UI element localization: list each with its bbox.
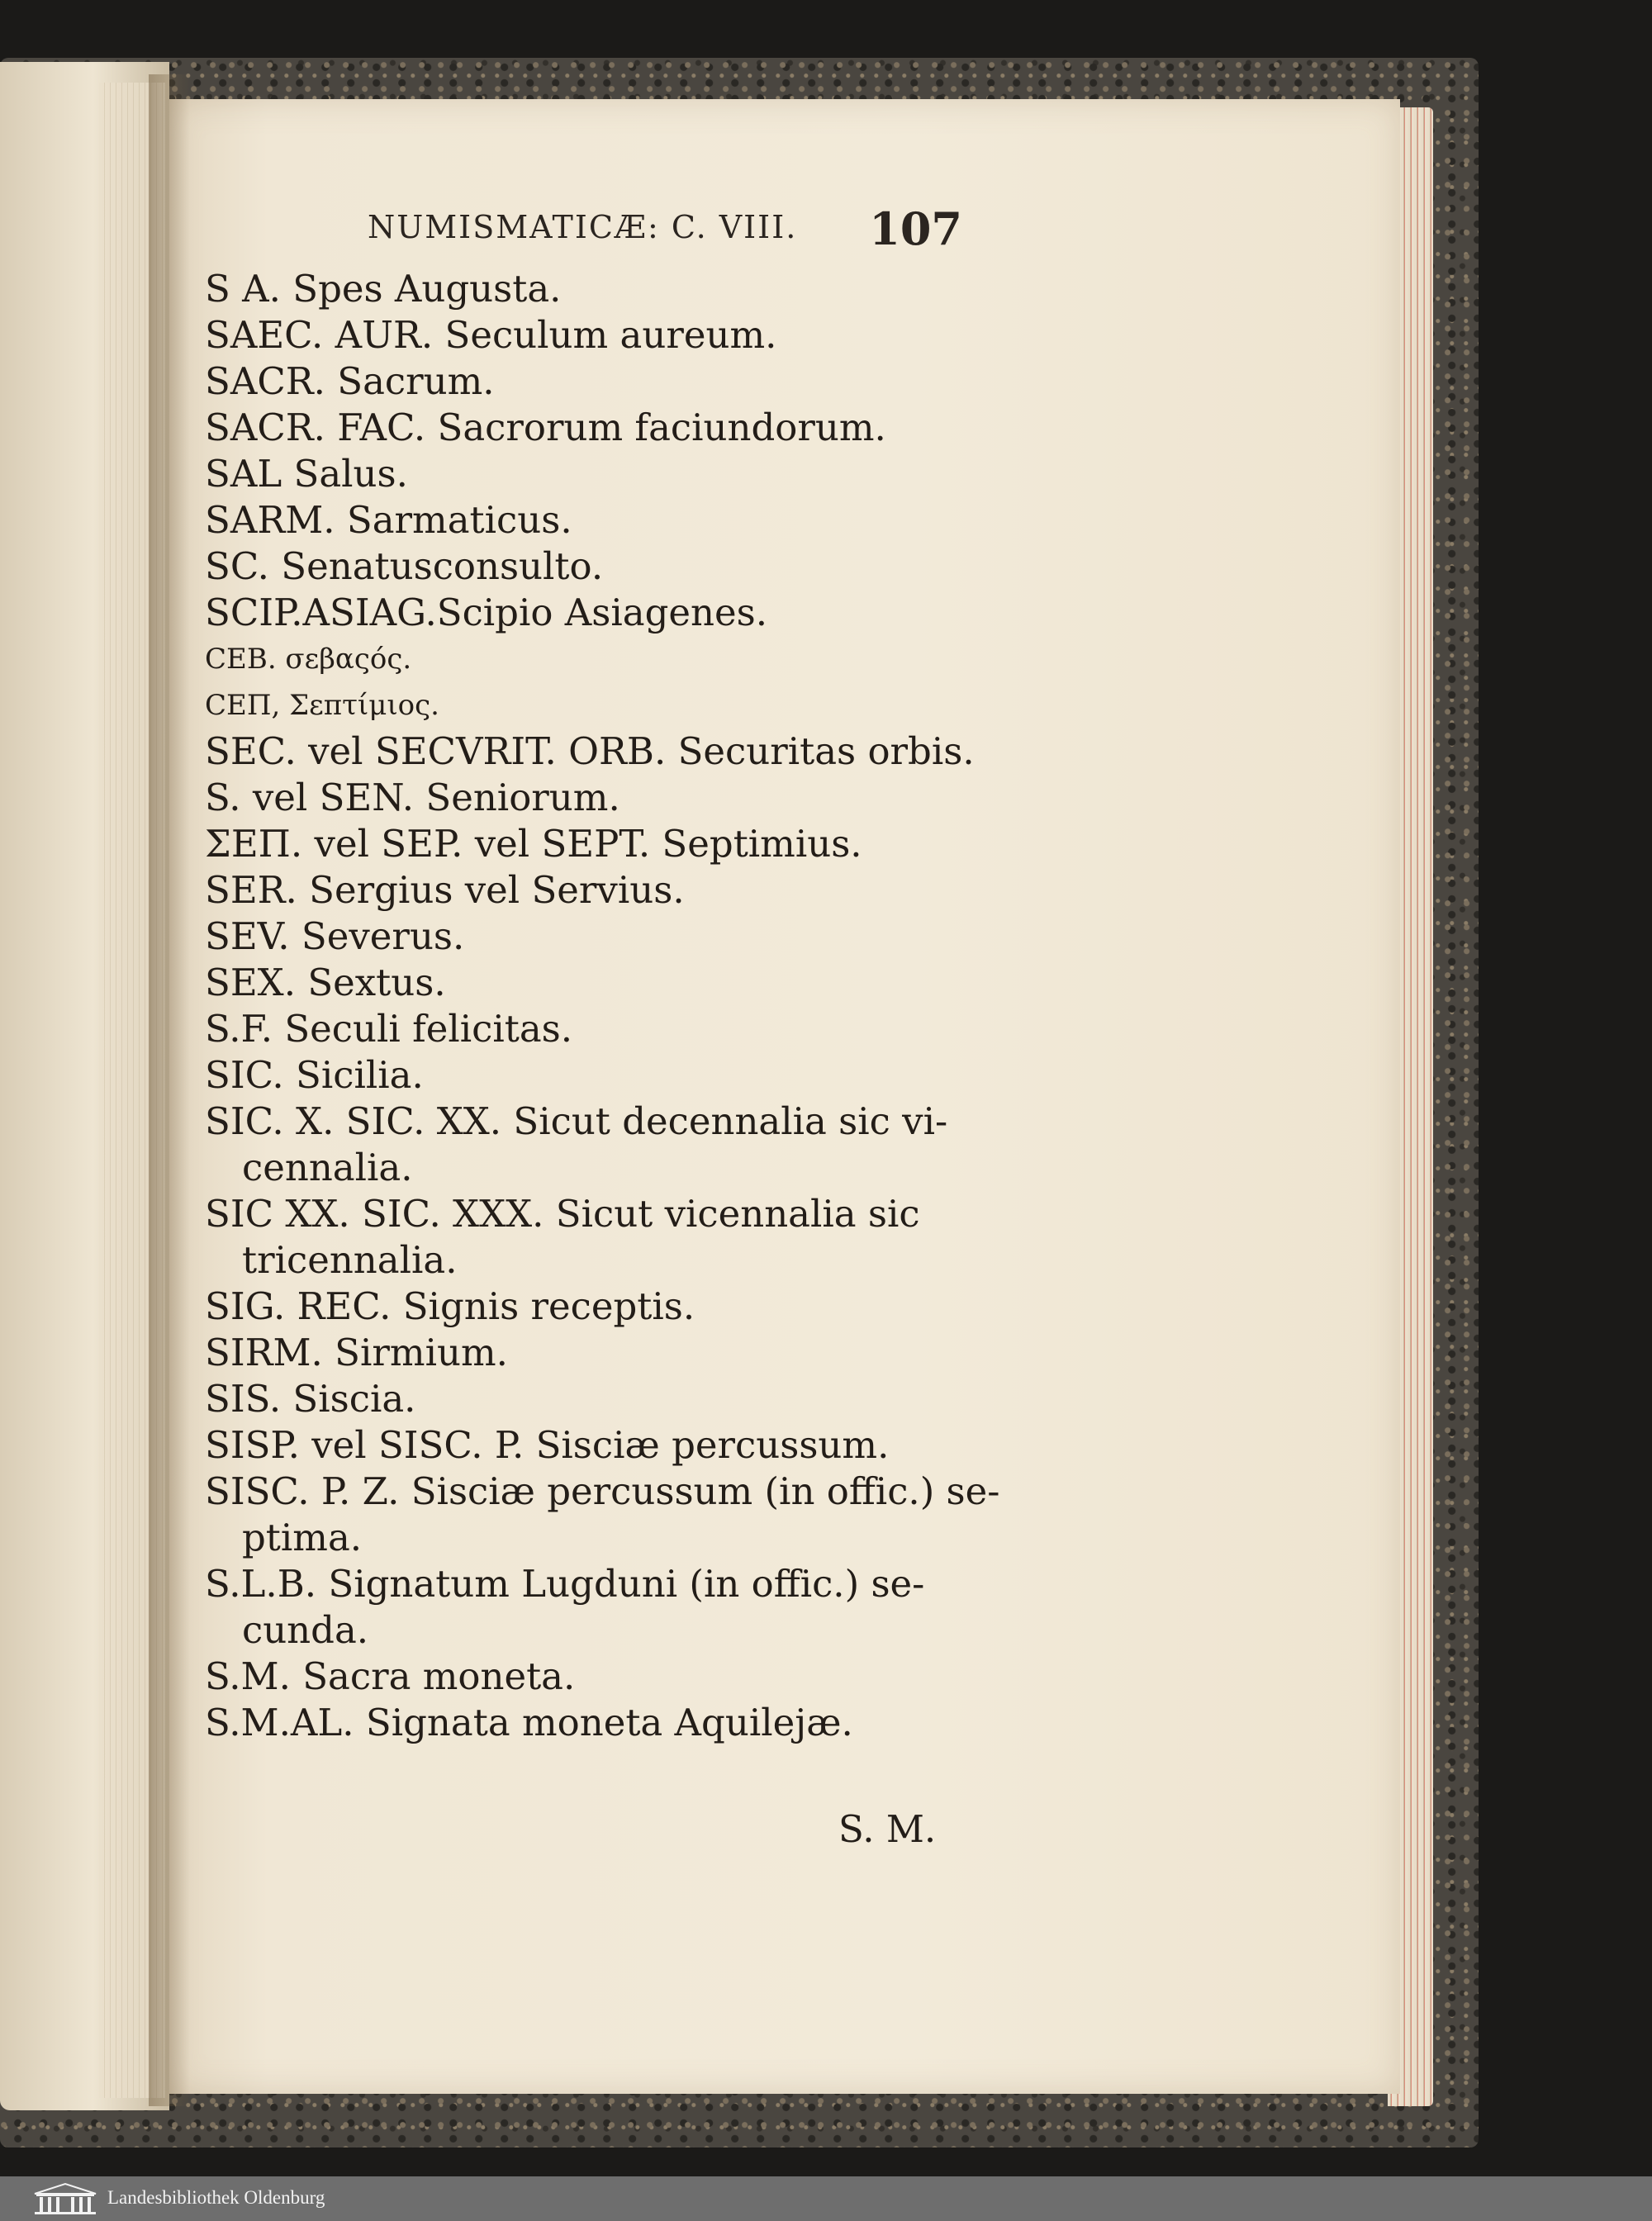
entry [205, 960, 990, 1006]
running-title: NUMISMATICÆ: C. VIII. [368, 209, 798, 245]
entry [205, 1006, 990, 1052]
entry [205, 1284, 990, 1330]
entry-text: SISC. P. Z. Sisciæ percussum (in offic.) se- [205, 1469, 1000, 1513]
entry [205, 497, 990, 543]
entry-text: SIRM. Sirmium. [205, 1331, 508, 1374]
entry-text: SACR. FAC. Sacrorum faciundorum. [205, 406, 886, 449]
entry-text: SIS. Siscia. [205, 1377, 416, 1421]
entry-text: CEB. σεβαςός. [205, 643, 412, 676]
entry [205, 543, 990, 590]
library-building-icon [33, 2182, 97, 2215]
entry-text: SIG. REC. Signis receptis. [205, 1284, 695, 1328]
entry [205, 1654, 990, 1700]
entry-continuation: tricennalia. [242, 1238, 458, 1282]
entry [205, 405, 990, 451]
catchword: S. M. [838, 1807, 937, 1851]
entry-text: S.M. Sacra moneta. [205, 1654, 576, 1698]
library-footer [0, 2176, 1652, 2221]
entry [205, 1191, 990, 1284]
entry-text: SARM. Sarmaticus. [205, 498, 572, 542]
entry [205, 1469, 1000, 1561]
entry-text: SIC. Sicilia. [205, 1053, 424, 1097]
entry-text: SEX. Sextus. [205, 961, 446, 1004]
library-name: Landesbibliothek Oldenburg [107, 2187, 325, 2208]
entry [205, 1422, 990, 1469]
entry [205, 1330, 990, 1376]
entry-text: SEV. Severus. [205, 914, 465, 958]
entry-continuation: cennalia. [242, 1146, 413, 1189]
entry-text: S A. Spes Augusta. [205, 267, 562, 311]
entry-continuation: cunda. [242, 1608, 369, 1652]
entry-text: SC. Senatusconsulto. [205, 544, 604, 588]
entry-text: SER. Sergius vel Servius. [205, 868, 685, 912]
running-head [368, 202, 962, 260]
entry [205, 1052, 990, 1099]
entry [205, 1376, 990, 1422]
entry-continuation: ptima. [242, 1516, 363, 1559]
page-number: 107 [869, 202, 962, 255]
entry-text: SCIP.ASIAG.Scipio Asiagenes. [205, 591, 768, 634]
entry-text: SISP. vel SISC. P. Sisciæ percussum. [205, 1423, 890, 1467]
entry [205, 1561, 990, 1654]
entry-text: SIC XX. SIC. XXX. Sicut vicennalia sic [205, 1192, 920, 1236]
entry [205, 1099, 990, 1191]
entry [205, 358, 990, 405]
entry-text: ΣΕΠ. vel SEP. vel SEPT. Septimius. [205, 822, 862, 866]
entry-text: S.L.B. Signatum Lugduni (in offic.) se- [205, 1562, 925, 1606]
entry-text: SAEC. AUR. Seculum aureum. [205, 313, 777, 357]
entry-text: S.F. Seculi felicitas. [205, 1007, 573, 1051]
entry-text: SACR. Sacrum. [205, 359, 495, 403]
entry [205, 914, 990, 960]
entry [205, 1700, 990, 1746]
entry [205, 266, 990, 312]
entry-text: S.M.AL. Signata moneta Aquilejæ. [205, 1701, 853, 1744]
abbreviation-list [205, 266, 1000, 1746]
entry [205, 451, 990, 497]
entry-text: SAL Salus. [205, 452, 408, 496]
entry [205, 682, 990, 728]
entry [205, 636, 990, 682]
entry [205, 867, 990, 914]
entry [205, 590, 990, 636]
entry [205, 775, 990, 821]
entry [205, 821, 990, 867]
entry-text: SEC. vel SECVRIT. ORB. Securitas orbis. [205, 729, 975, 773]
entry [205, 312, 990, 358]
entry-text: CEΠ, Σεπτίμιος. [205, 689, 439, 722]
entry-text: SIC. X. SIC. XX. Sicut decennalia sic vi- [205, 1099, 948, 1143]
entry [205, 728, 990, 775]
book-gutter [149, 74, 190, 2106]
entry-text: S. vel SEN. Seniorum. [205, 776, 620, 819]
